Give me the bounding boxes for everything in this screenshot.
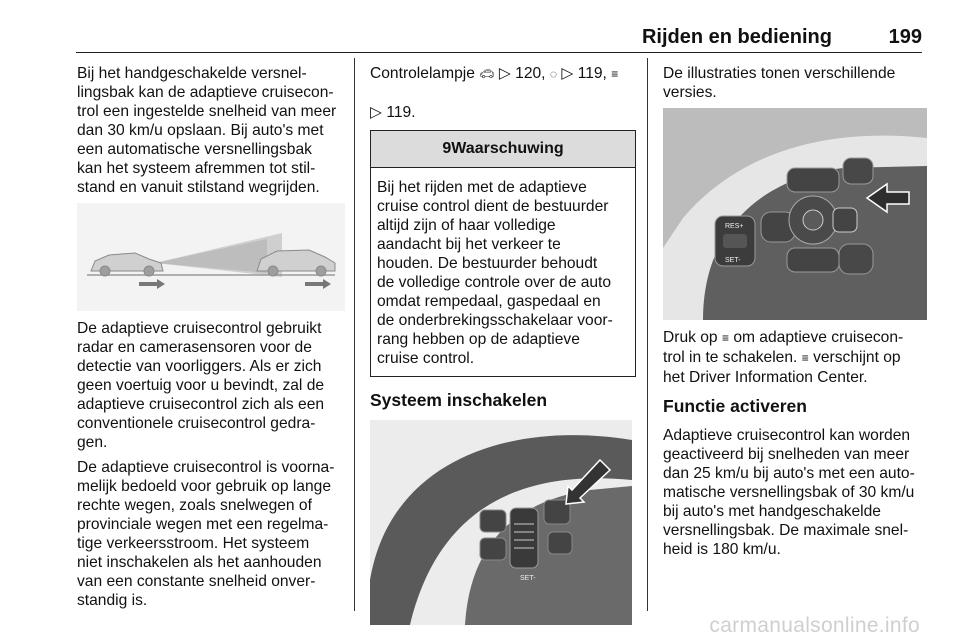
control-lamp-ref: Controlelampje 🚗︎ ▷ 120, ◌ ▷ 119, ≡ ▷ 119. — [370, 65, 619, 121]
column-divider-1 — [354, 58, 355, 611]
arrow-icon: ▷ — [498, 65, 511, 82]
paragraph: Bij het handgeschakelde versnel- lingsbak kan de adaptieve cruisecon- trol een ingestelde snelheid van meer dan 30 km/u opslaan. Bij auto's met een automatische versnellingsbak kan het systeem afremmen tot stil- stand en vanuit stilstand wegrijden. — [77, 65, 337, 196]
section-title: Rijden en bediening — [641, 26, 832, 48]
section-heading: Systeem inschakelen — [370, 390, 548, 410]
warning-box — [370, 130, 636, 377]
column-1 — [77, 64, 345, 616]
page-number: 199 — [888, 26, 922, 48]
car-icon: 🚗︎ — [479, 67, 495, 81]
column-3 — [663, 64, 931, 565]
paragraph: De adaptieve cruisecontrol is voorna- melijk bedoeld voor gebruik op lange rechte wegen, zoals snelwegen of provinciale wegen met een regelma- tige verkeersstroom. Het systeem niet inschakelen als het aanhouden van een constante snelheid onver- standig is. — [77, 459, 335, 609]
warning-body: Bij het rijden met de adaptieve cruise control dient de bestuurder altijd zijn of haar volledige aandacht bij het verkeer te houden. De bestuurder behoudt de volledige controle over de auto omdat rempedaal, gaspedaal en de onderbrekingsschakelaar voor- rang hebben op de adaptieve cruise control. — [377, 179, 613, 367]
acc-icon: ≡ — [611, 67, 619, 81]
svg-text:SET-: SET- — [725, 257, 741, 264]
svg-text:SET-: SET- — [520, 575, 536, 582]
paragraph: De adaptieve cruisecontrol gebruikt radar en camerasensoren voor de detectie van voorliggers. Als er zich geen voertuig voor u bevindt, zal de adaptieve cruisecontrol zich als een conventionele cruisecontrol gedra- gen. — [77, 320, 325, 451]
column-2 — [370, 64, 636, 633]
watermark: carmanualsonline.info — [709, 614, 920, 637]
cruise-icon: ◌ — [549, 67, 557, 81]
acc-radar-illustration — [77, 203, 345, 311]
steering-wheel-controls-illustration — [663, 108, 927, 320]
acc-icon: ≡ — [801, 351, 809, 365]
acc-button[interactable] — [833, 208, 857, 232]
svg-text:RES+: RES+ — [520, 501, 539, 508]
paragraph: De illustraties tonen verschillende versies. — [663, 65, 896, 101]
arrow-icon: ▷ — [561, 65, 574, 82]
section-heading: Functie activeren — [663, 396, 807, 416]
warning-header: 9Waarschuwing — [371, 131, 635, 168]
steering-wheel-illustration — [370, 420, 632, 625]
arrow-icon: ▷ — [370, 104, 382, 121]
header-rule — [76, 52, 922, 53]
paragraph: Druk op ≡ om adaptieve cruisecon- trol in te schakelen. ≡ verschijnt op het Driver Information Center. — [663, 329, 904, 386]
acc-icon: ≡ — [721, 331, 729, 345]
column-divider-2 — [647, 58, 648, 611]
svg-text:RES+: RES+ — [725, 223, 744, 230]
page-header — [76, 22, 922, 52]
warning-icon: 9 — [442, 140, 452, 157]
paragraph: Adaptieve cruisecontrol kan worden geactiveerd bij snelheden van meer dan 25 km/u bij auto's met een auto- matische versnellingsbak of 30 km/u bij auto's met handgeschakelde versnellingsbak. De maximale snel- heid is 180 km/u. — [663, 427, 915, 558]
